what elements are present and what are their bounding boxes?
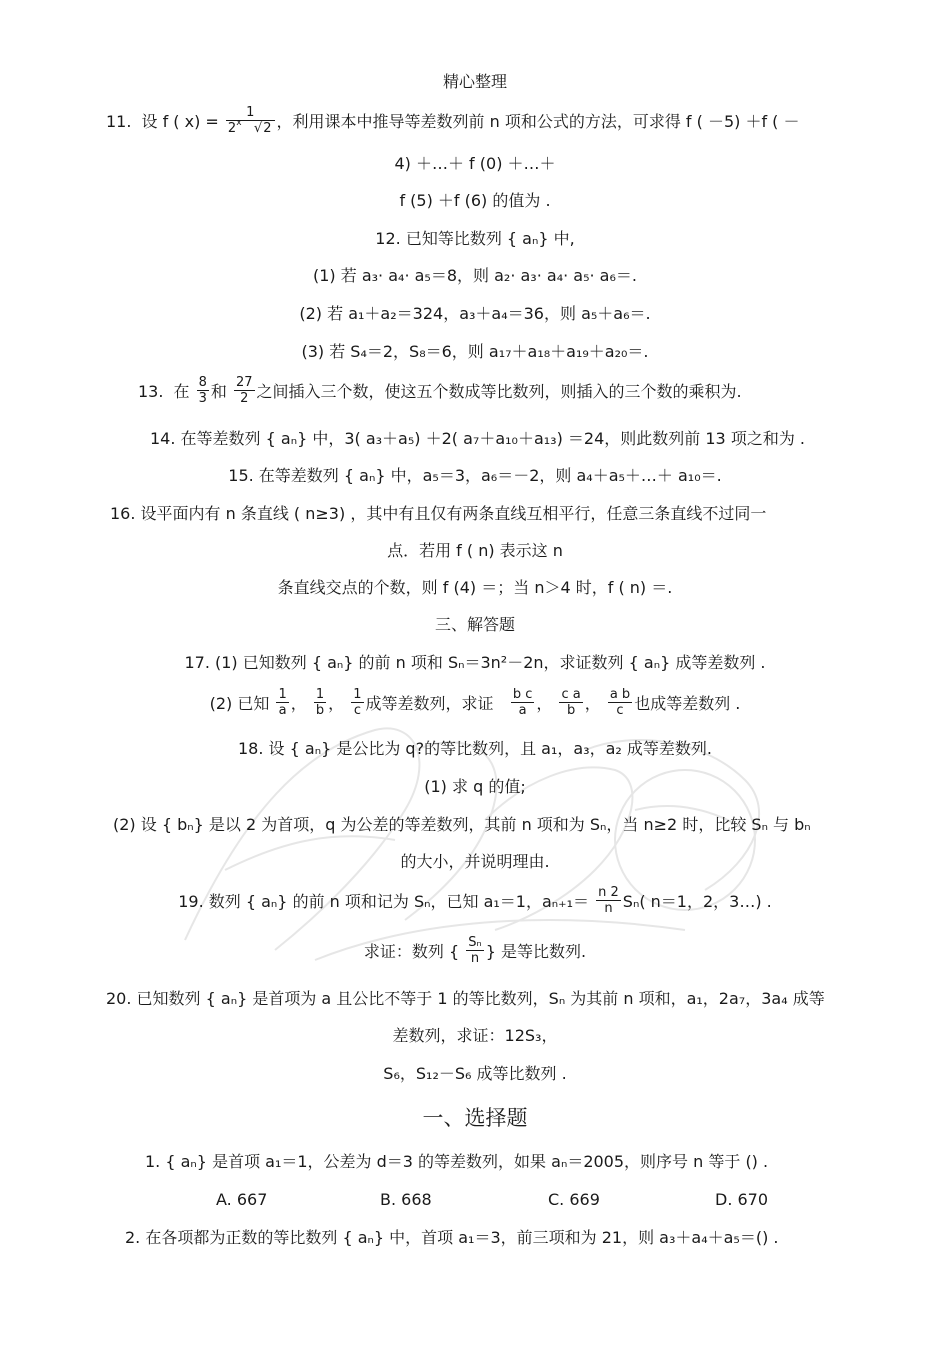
question-19-proof: 求证：数列 { $\frac{\text{Sₙ}}{n}$ } 是等比数列. xyxy=(363,935,587,966)
function-expression: f ( x) = xyxy=(162,112,219,131)
fraction: $\frac{1}{a}$ xyxy=(278,687,287,718)
fraction: $\frac{8}{3}$ xyxy=(198,375,207,406)
fraction: $\frac{\text{Sₙ}}{n}$ xyxy=(468,935,482,966)
question-20-line3: S₆，S₁₂－S₆ 成等比数列 . xyxy=(383,1064,567,1083)
question-12: 12. 已知等比数列 { aₙ} 中, xyxy=(375,229,575,248)
question-18-part1: (1) 求 q 的值; xyxy=(424,777,526,796)
section-heading-choice: 一、选择题 xyxy=(422,1106,528,1130)
option-d: D. 670 xyxy=(715,1190,769,1209)
page-header: 精心整理 xyxy=(442,72,507,91)
question-11: 11. 设 f ( x) = $\frac{1}{2^x √2}$ ，利用课本中推导等差数列前 n 项和公式的方法，可求得 f ( －5) ＋f ( － xyxy=(106,105,800,136)
question-17-part1: 17. (1) 已知数列 { aₙ} 的前 n 项和 Sₙ＝3n²－2n，求证数列 { aₙ} 成等差数列 . xyxy=(184,653,766,672)
question-18-part2: (2) 设 { bₙ} 是以 2 为首项，q 为公差的等差数列，其前 n 项和为 Sₙ，当 n≥2 时，比较 Sₙ 与 bₙ xyxy=(113,815,811,834)
question-13: 13. 在 $\frac{8}{3}$ 和 $\frac{27}{2}$ 之间插入三个数，使这五个数成等比数列，则插入的三个数的乘积为. xyxy=(138,375,742,406)
option-a: A. 667 xyxy=(216,1190,268,1209)
choice-question-1: 1. { aₙ} 是首项 a₁＝1，公差为 d＝3 的等差数列，如果 aₙ＝2005，则序号 n 等于 () . xyxy=(145,1152,769,1171)
choice-question-2: 2. 在各项都为正数的等比数列 { aₙ} 中，首项 a₁＝3，前三项和为 21，则 a₃＋a₄＋a₅＝() . xyxy=(125,1228,779,1247)
question-20-line2: 差数列，求证：12S₃， xyxy=(392,1026,558,1045)
question-15: 15. 在等差数列 { aₙ} 中，a₅＝3，a₆＝－2，则 a₄＋a₅＋…＋ a₁₀＝. xyxy=(228,466,722,485)
option-c: C. 669 xyxy=(548,1190,600,1209)
option-b: B. 668 xyxy=(380,1190,432,1209)
question-number: 11. xyxy=(106,112,132,131)
question-text: ，利用课本中推导等差数列前 n 项和公式的方法，可求得 f ( －5) ＋f ( － xyxy=(276,112,800,131)
question-16: 16. 设平面内有 n 条直线 ( n≥3) ，其中有且仅有两条直线互相平行，任意三条直线不过同一 xyxy=(110,504,767,523)
fraction: $\frac{\text{c a}}{b}$ xyxy=(561,687,581,718)
fraction: $\frac{1}{c}$ xyxy=(353,687,362,718)
question-20: 20. 已知数列 { aₙ} 是首项为 a 且公比不等于 1 的等比数列，Sₙ 为其前 n 项和，a₁，2a₇，3a₄ 成等 xyxy=(106,989,825,1008)
fraction: $\frac{\text{b c}}{a}$ xyxy=(512,687,533,718)
section-heading: 三、解答题 xyxy=(434,615,515,634)
fraction: $\frac{1}{b}$ xyxy=(315,687,325,718)
question-16-line2: 点．若用 f ( n) 表示这 n xyxy=(387,541,563,560)
fraction: $\frac{27}{2}$ xyxy=(235,375,253,406)
fraction: $\frac{\text{a b}}{c}$ xyxy=(609,687,631,718)
fraction: $\frac{1}{2^x √2}$ xyxy=(226,105,275,136)
question-12-part2: (2) 若 a₁＋a₂＝324，a₃＋a₄＝36，则 a₅＋a₆＝. xyxy=(299,304,651,323)
question-12-part1: (1) 若 a₃· a₄· a₅＝8，则 a₂· a₃· a₄· a₅· a₆＝. xyxy=(313,266,637,285)
fraction: $\frac{n 2}{n}$ xyxy=(598,885,619,916)
question-11-line2: 4) ＋…＋ f (0) ＋…＋ xyxy=(394,154,556,173)
question-17-part2: (2) 已知 $\frac{1}{a}$ ， $\frac{1}{b}$ ， $\frac{1}{c}$ 成等差数列，求证 $\frac{\text{b c}}{a}$ ， $\frac{\text{c a}}{b}$ ， $\frac{\text{a b}}{c}$ 也成等差数列 . xyxy=(209,687,741,718)
question-14: 14. 在等差数列 { aₙ} 中，3( a₃＋a₅) ＋2( a₇＋a₁₀＋a₁₃) ＝24，则此数列前 13 项之和为 . xyxy=(150,429,805,448)
question-12-part3: (3) 若 S₄＝2，S₈＝6，则 a₁₇＋a₁₈＋a₁₉＋a₂₀＝. xyxy=(301,342,649,361)
question-number: 13. xyxy=(138,382,164,401)
question-11-line3: f (5) ＋f (6) 的值为 . xyxy=(399,191,551,210)
question-18-part2-line2: 的大小，并说明理由. xyxy=(400,852,550,871)
question-19: 19. 数列 { aₙ} 的前 n 项和记为 Sₙ，已知 a₁＝1，aₙ₊₁＝ $\frac{n 2}{n}$ Sₙ( n＝1，2，3…) . xyxy=(178,885,772,916)
question-16-line3: 条直线交点的个数，则 f (4) ＝；当 n＞4 时，f ( n) ＝. xyxy=(277,578,673,597)
question-18: 18. 设 { aₙ} 是公比为 q?的等比数列，且 a₁，a₃，a₂ 成等差数列. xyxy=(238,739,712,758)
